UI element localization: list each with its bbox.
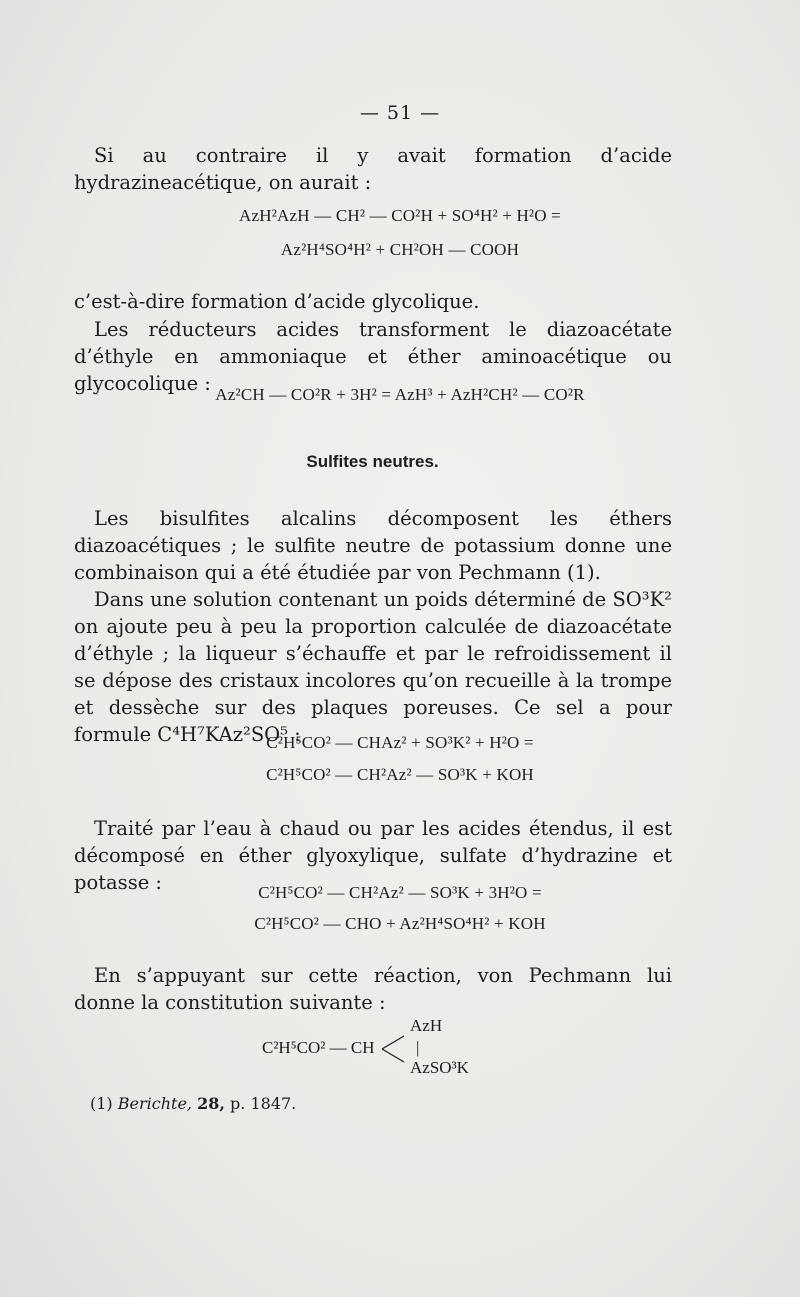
- paragraph-3: Les réducteurs acides transforment le diazoacétate d’éthyle en ammoniaque et éther aminoacétique ou glycocolique :: [74, 318, 672, 395]
- structure-left: C²H⁵CO² — CH: [262, 1038, 375, 1057]
- equation-4-line-1: C²H⁵CO² — CH²Az² — SO³K + 3H²O =: [258, 883, 542, 902]
- equation-1-line-1: AzH²AzH — CH² — CO²H + SO⁴H² + H²O =: [239, 206, 561, 225]
- structural-formula: [262, 1012, 502, 1078]
- equation-3-line-2: C²H⁵CO² — CH²Az² — SO³K + KOH: [266, 765, 534, 784]
- structure-bottom: AzSO³K: [410, 1058, 469, 1077]
- footnote-marker: (1): [90, 1094, 113, 1113]
- paragraph-4: Les bisulfites alcalins décomposent les éthers diazoacétiques ; le sulfite neutre de potassium donne une combinaison qui a été étudiée par von Pechmann (1).: [74, 507, 672, 584]
- paragraph-7: En s’appuyant sur cette réaction, von Pechmann lui donne la constitution suivante :: [74, 964, 672, 1014]
- equation-1-line-2: Az²H⁴SO⁴H² + CH²OH — COOH: [280, 240, 520, 259]
- footnote: [90, 1094, 296, 1113]
- paragraph-1: Si au contraire il y avait formation d’acide hydrazineacétique, on aurait :: [74, 144, 672, 194]
- page-number: — 51 —: [359, 102, 441, 124]
- paragraph-6: Traité par l’eau à chaud ou par les acides étendus, il est décomposé en éther glyoxylique, sulfate d’hydrazine et potasse :: [74, 817, 672, 894]
- structure-bar: |: [416, 1038, 420, 1057]
- section-heading: Sulfites neutres.: [306, 452, 439, 471]
- footnote-page: p. 1847.: [230, 1094, 297, 1113]
- equation-2: Az²CH — CO²R + 3H² = AzH³ + AzH²CH² — CO²R: [215, 385, 585, 404]
- footnote-journal: Berichte,: [117, 1094, 193, 1113]
- equation-4-line-2: C²H⁵CO² — CHO + Az²H⁴SO⁴H² + KOH: [254, 914, 546, 933]
- structure-top: AzH: [410, 1016, 443, 1035]
- paragraph-5: Dans une solution contenant un poids déterminé de SO³K² on ajoute peu à peu la proportion calculée de diazoacétate d’éthyle ; la liqueur s’échauffe et par le refroidissement il se dépose des cristaux incolores qu’on recueille à la trompe et dessèche sur des plaques poreuses. Ce sel a pour formule C⁴H⁷KAz²SO⁵ :: [74, 588, 672, 746]
- branch-lines: [380, 1030, 406, 1068]
- paragraph-2: c’est-à-dire formation d’acide glycolique.: [74, 290, 480, 313]
- equation-3-line-1: C²H⁵CO² — CHAz² + SO³K² + H²O =: [266, 733, 534, 752]
- footnote-volume: 28,: [197, 1094, 225, 1113]
